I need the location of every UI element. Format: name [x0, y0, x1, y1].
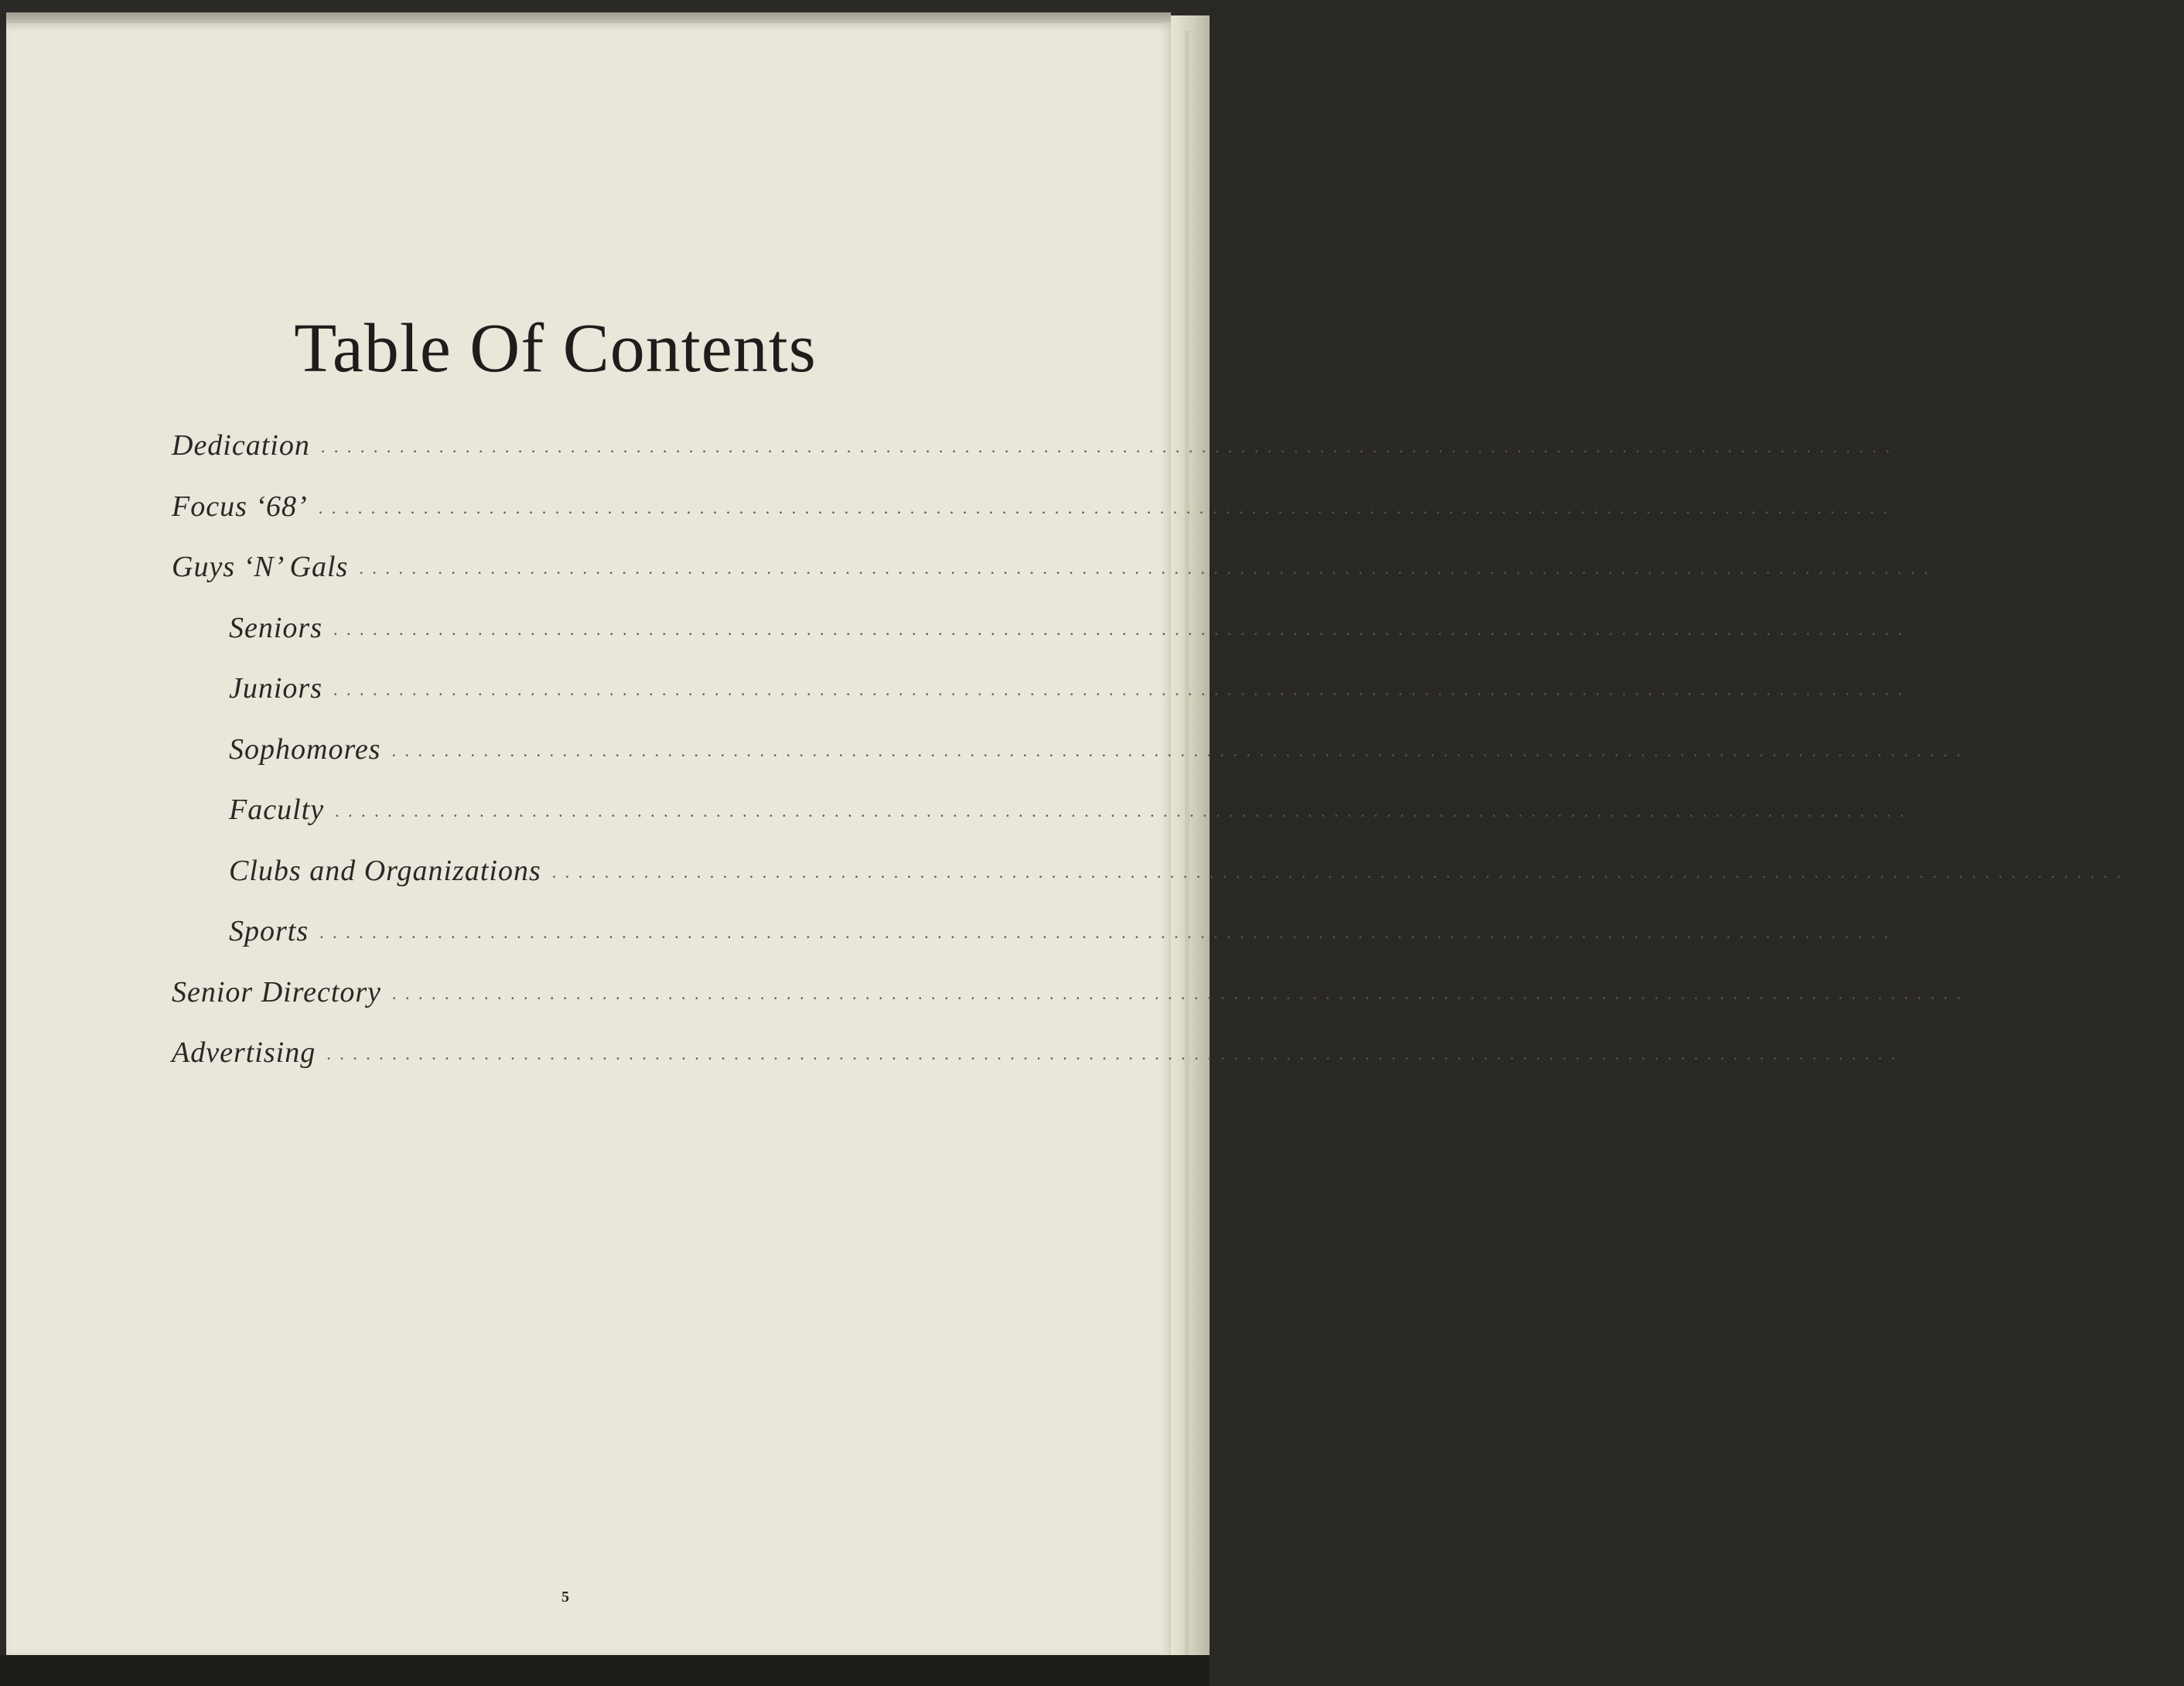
toc-dot-leader: ........................................................................................................................	[391, 740, 1970, 760]
toc-dot-leader: ........................................................................................................................	[333, 680, 1911, 699]
toc-dot-leader: ........................................................................................................................	[319, 923, 1898, 942]
toc-dot-leader: ........................................................................................................................	[326, 1044, 1905, 1063]
toc-entry-page: 88	[1920, 794, 1952, 826]
scanner-bed-edge	[0, 1655, 1210, 1686]
toc-entry-label: Focus ‘68’	[172, 490, 308, 523]
toc-entry-label: Seniors	[229, 611, 322, 644]
toc-dot-leader: ........................................................................................................................	[320, 437, 1899, 456]
toc-entry-label: Juniors	[229, 672, 322, 705]
page-title: Table Of Contents	[294, 310, 817, 387]
toc-entry-page: 8	[1903, 490, 1920, 523]
toc-entry-label: Sports	[229, 915, 309, 947]
toc-entry	[172, 490, 1920, 536]
toc-entry-label: Clubs and Organizations	[229, 854, 541, 887]
toc-entry	[229, 914, 1952, 961]
toc-entry-page: 40	[1944, 551, 1976, 583]
toc-entry	[172, 1036, 1959, 1082]
toc-entry-page: 6	[1906, 429, 1922, 462]
toc-entry	[229, 732, 2008, 779]
toc-entry	[229, 793, 1952, 839]
toc-entry-page: 100	[2137, 854, 2184, 887]
toc-entry	[229, 854, 2184, 900]
toc-entry	[172, 975, 2025, 1022]
page-number: 5	[561, 1589, 569, 1606]
toc-entry	[229, 671, 1950, 718]
toc-entry-page: 42	[1919, 611, 1950, 644]
toc-entry-page: 76	[1977, 732, 2008, 766]
toc-entry	[172, 550, 1976, 596]
toc-entry-page: 145	[1978, 975, 2025, 1009]
toc-entry-page: 150	[1912, 1036, 1959, 1069]
toc-dot-leader: ........................................................................................................................	[318, 497, 1896, 517]
toc-dot-leader: ........................................................................................................................	[359, 558, 1937, 578]
toc-entry-label: Dedication	[172, 429, 310, 462]
toc-entry-label: Sophomores	[229, 732, 381, 766]
toc-dot-leader: ........................................................................................................................	[551, 862, 2130, 882]
toc-entry	[172, 428, 1922, 475]
toc-entry-label: Faculty	[229, 794, 325, 826]
toc-entry-page: 62	[1919, 672, 1950, 705]
toc-dot-leader: ........................................................................................................................	[333, 619, 1911, 639]
toc-entry-label: Guys ‘N’ Gals	[172, 551, 349, 583]
toc-dot-leader: ........................................................................................................................	[392, 983, 1971, 1003]
toc-entry-page: 126	[1905, 915, 1952, 947]
toc-entry-label: Advertising	[172, 1036, 316, 1069]
toc-dot-leader: ........................................................................................................................	[335, 801, 1913, 821]
toc-entry-label: Senior Directory	[172, 975, 382, 1009]
toc-entry	[229, 611, 1950, 657]
